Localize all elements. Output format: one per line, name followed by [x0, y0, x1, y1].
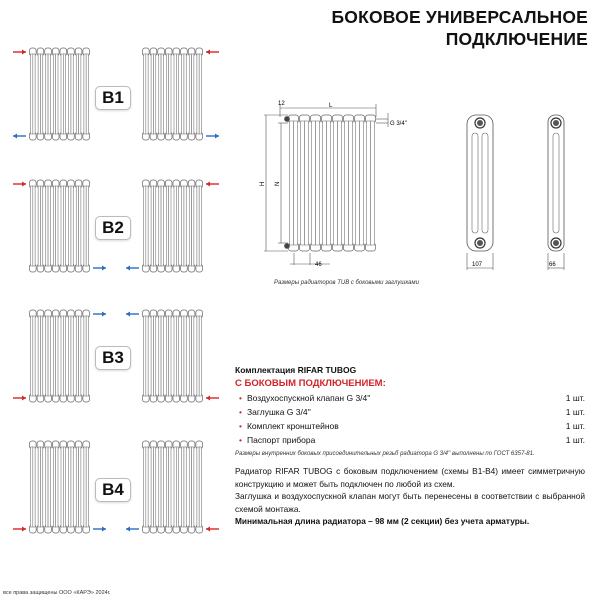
return-arrow-icon — [13, 134, 26, 139]
supply-arrow-icon — [206, 50, 219, 55]
kit-subheading: С БОКОВЫМ ПОДКЛЮЧЕНИЕМ: — [235, 378, 386, 389]
kit-section — [235, 365, 585, 457]
dim-N: N — [275, 181, 281, 186]
scheme-label-b3: B3 — [95, 346, 131, 370]
supply-arrow-icon — [13, 182, 26, 187]
list-item: • Комплект кронштейнов 1 шт. — [239, 421, 585, 431]
return-arrow-icon — [93, 312, 106, 317]
dim-66: 66 — [549, 262, 556, 268]
radiator-icon — [30, 48, 90, 140]
supply-arrow-icon — [13, 50, 26, 55]
radiator-front-icon — [289, 115, 376, 251]
kit-note: Размеры внутренних боковых присоединительных резьб радиатора G 3/4'' выполнены по ГОСТ 6357-81. — [235, 451, 535, 457]
dim-L: L — [329, 103, 333, 109]
list-item: • Воздухоспускной клапан G 3/4'' 1 шт. — [239, 393, 585, 403]
dim-107: 107 — [472, 262, 483, 268]
supply-arrow-icon — [206, 182, 219, 187]
kit-heading: Комплектация RIFAR TUBOG — [235, 365, 357, 375]
radiator-icon — [143, 441, 203, 533]
side-view-107 — [467, 115, 493, 270]
side-view-66 — [548, 115, 564, 270]
radiator-icon — [30, 180, 90, 272]
radiator-icon — [30, 310, 90, 402]
list-item: • Заглушка G 3/4'' 1 шт. — [239, 407, 585, 417]
technical-drawing — [240, 95, 600, 295]
dim-46: 46 — [315, 262, 322, 268]
radiator-icon — [143, 310, 203, 402]
scheme-label-b1: B1 — [95, 86, 131, 110]
supply-arrow-icon — [13, 527, 26, 532]
supply-arrow-icon — [206, 396, 219, 401]
supply-arrow-icon — [13, 396, 26, 401]
dim-H: H — [260, 181, 266, 186]
radiator-icon — [143, 48, 203, 140]
radiator-icon — [30, 441, 90, 533]
return-arrow-icon — [93, 266, 106, 271]
return-arrow-icon — [126, 527, 139, 532]
list-item: • Паспорт прибора 1 шт. — [239, 435, 585, 445]
return-arrow-icon — [93, 527, 106, 532]
dim-12: 12 — [278, 101, 285, 107]
page-title: БОКОВОЕ УНИВЕРСАЛЬНОЕ ПОДКЛЮЧЕНИЕ — [331, 7, 588, 49]
scheme-label-b4: B4 — [95, 478, 131, 502]
connection-schemes — [0, 0, 230, 560]
supply-arrow-icon — [206, 527, 219, 532]
copyright: все права защищены ООО «КАРЭ» 2024г. — [3, 590, 111, 596]
radiator-icon — [143, 180, 203, 272]
description: Радиатор RIFAR TUBOG с боковым подключением (схемы B1-B4) имеет симметричную конструкцию и может быть подключен по любой из схем. Заглушка и воздухоспускной клапан могут быть перенесены в соответствии с выбранной схемой монтажа. Минимальная длина радиатора – 98 мм (2 секции) без учета арматуры. — [235, 466, 585, 526]
front-view — [264, 104, 388, 265]
scheme-label-b2: B2 — [95, 216, 131, 240]
return-arrow-icon — [126, 266, 139, 271]
dim-thread: G 3/4'' — [390, 121, 407, 127]
return-arrow-icon — [126, 312, 139, 317]
drawing-caption: Размеры радиаторов TUB с боковыми заглушками — [274, 280, 419, 286]
return-arrow-icon — [206, 134, 219, 139]
